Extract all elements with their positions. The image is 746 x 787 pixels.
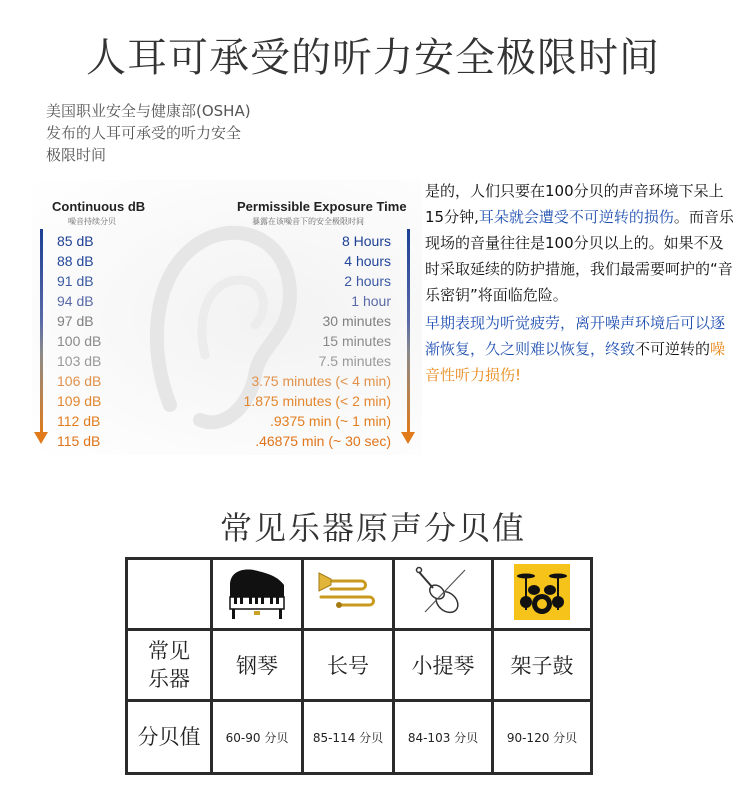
table-cell-empty bbox=[127, 559, 212, 630]
trombone-icon bbox=[317, 567, 379, 617]
table-cell-icon bbox=[493, 559, 592, 630]
highlight-blue: 耳朵就会遭受不可逆转的损伤 bbox=[478, 208, 674, 226]
db-value: 85 dB bbox=[57, 233, 94, 249]
instrument-name: 长号 bbox=[303, 630, 394, 701]
decibel-value: 84-103 分贝 bbox=[394, 701, 493, 774]
drum-kit-icon bbox=[514, 564, 570, 620]
exposure-time: 1 hour bbox=[351, 293, 391, 309]
instrument-table bbox=[125, 557, 593, 775]
highlight-orange: 噪音性听力损伤! bbox=[425, 340, 726, 384]
table-cell-icon bbox=[394, 559, 493, 630]
row-header-decibel: 分贝值 bbox=[127, 701, 212, 774]
table-row bbox=[127, 630, 592, 701]
row-header-instrument bbox=[127, 630, 212, 701]
instrument-name: 钢琴 bbox=[212, 630, 303, 701]
exposure-time: 4 hours bbox=[344, 253, 391, 269]
row-header-line: 乐器 bbox=[148, 667, 190, 691]
exposure-time: 2 hours bbox=[344, 273, 391, 289]
db-value: 106 dB bbox=[57, 373, 102, 389]
db-value: 100 dB bbox=[57, 333, 102, 349]
instrument-name: 架子鼓 bbox=[493, 630, 592, 701]
exposure-time: .9375 min (~ 1 min) bbox=[270, 413, 391, 429]
osha-note-line: 极限时间 bbox=[46, 146, 107, 164]
exposure-time: 15 minutes bbox=[322, 333, 391, 349]
db-arrow-head bbox=[34, 432, 48, 444]
db-value: 88 dB bbox=[57, 253, 94, 269]
exposure-time: .46875 min (~ 30 sec) bbox=[255, 433, 391, 449]
col-time-title: Permissible Exposure Time bbox=[237, 199, 407, 214]
piano-icon bbox=[224, 563, 290, 621]
db-value: 103 dB bbox=[57, 353, 102, 369]
row-header-line: 常见 bbox=[148, 639, 190, 663]
osha-note-line: 发布的人耳可承受的听力安全 bbox=[46, 124, 242, 142]
col-db-subtitle: 噪音持续分贝 bbox=[68, 217, 116, 226]
section-title: 常见乐器原声分贝值 bbox=[219, 509, 526, 547]
paragraph-2 bbox=[425, 310, 737, 388]
osha-note-line: 美国职业安全与健康部(OSHA) bbox=[46, 102, 251, 120]
decibel-value: 90-120 分贝 bbox=[493, 701, 592, 774]
table-cell-icon bbox=[303, 559, 394, 630]
violin-icon bbox=[415, 562, 471, 622]
db-value: 115 dB bbox=[57, 433, 101, 449]
decibel-value: 85-114 分贝 bbox=[303, 701, 394, 774]
table-row bbox=[127, 559, 592, 630]
explanation-text bbox=[425, 178, 737, 388]
exposure-time: 7.5 minutes bbox=[318, 353, 391, 369]
page-title: 人耳可承受的听力安全极限时间 bbox=[86, 35, 660, 81]
paragraph-1-part: 。而音乐现场的音量往往是100分贝以上的。如果不及时采取延续的防护措施，我们最需要呵护的“音乐密钥”将面临危险。 bbox=[425, 208, 734, 304]
highlight-blue: 早期表现为听觉疲劳，离开噪声环境后可以逐渐恢复，久之则难以恢复，终致 bbox=[425, 314, 726, 358]
db-value: 91 dB bbox=[57, 273, 94, 289]
decibel-value: 60-90 分贝 bbox=[212, 701, 303, 774]
osha-note bbox=[46, 100, 306, 166]
time-arrow-head bbox=[401, 432, 415, 444]
col-time-subtitle: 暴露在该噪音下的安全极限时间 bbox=[252, 217, 364, 226]
db-value: 97 dB bbox=[57, 313, 94, 329]
db-arrow bbox=[40, 229, 43, 434]
table-cell-icon bbox=[212, 559, 303, 630]
db-value: 94 dB bbox=[57, 293, 94, 309]
paragraph-2-part: 不可逆转的 bbox=[635, 340, 711, 358]
exposure-time: 30 minutes bbox=[322, 313, 391, 329]
instrument-name: 小提琴 bbox=[394, 630, 493, 701]
paragraph-1 bbox=[425, 178, 737, 308]
time-list bbox=[244, 231, 391, 451]
col-db-title: Continuous dB bbox=[52, 199, 146, 214]
exposure-time: 1.875 minutes (< 2 min) bbox=[243, 393, 391, 409]
paragraph-1-part: 是的，人们只要在100分贝的声音环境下呆上15分钟, bbox=[425, 182, 724, 226]
db-value: 109 dB bbox=[57, 393, 102, 409]
exposure-time: 8 Hours bbox=[341, 233, 391, 249]
db-list bbox=[57, 231, 101, 451]
db-value: 112 dB bbox=[57, 413, 101, 429]
exposure-time: 3.75 minutes (< 4 min) bbox=[251, 373, 391, 389]
time-arrow bbox=[407, 229, 410, 434]
table-row bbox=[127, 701, 592, 774]
